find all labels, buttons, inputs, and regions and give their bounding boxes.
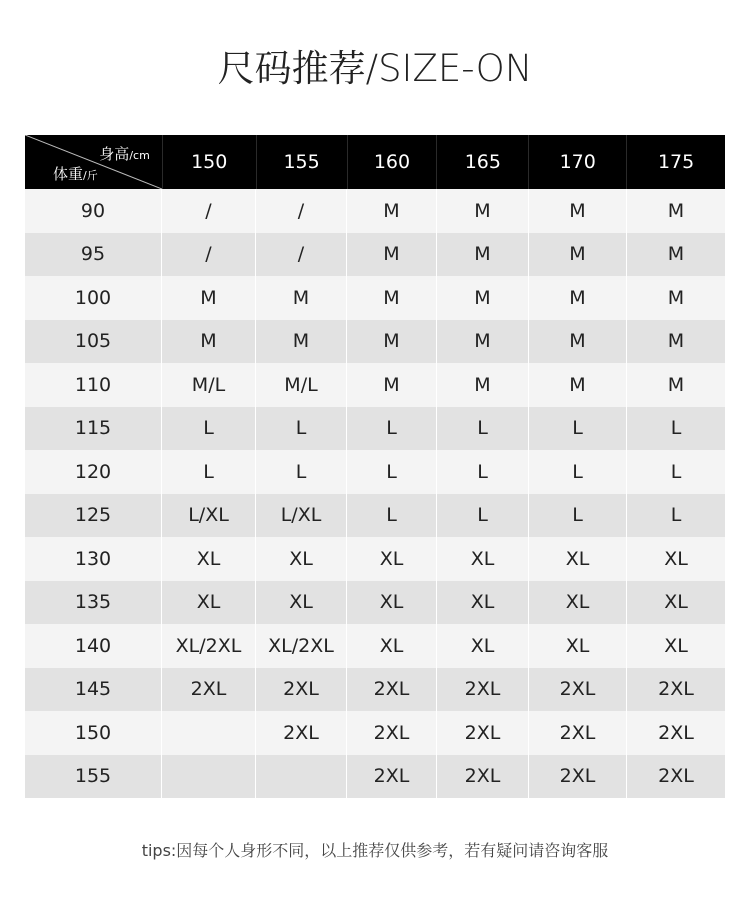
page-title: 尺码推荐/SIZE-ON [217, 47, 533, 90]
height-header-155: 155 [257, 135, 348, 189]
height-header-175: 175 [657, 151, 695, 173]
size-cell: L [529, 494, 627, 538]
size-cell: M [437, 363, 529, 407]
table-body [25, 189, 725, 798]
size-cell: / [162, 233, 256, 277]
size-cell: M [437, 189, 529, 233]
weight-cell: 130 [25, 537, 162, 581]
table-row [25, 581, 725, 625]
table-row [25, 363, 725, 407]
size-cell: L [529, 407, 627, 451]
size-cell: L [162, 407, 256, 451]
table-header-row [25, 135, 725, 189]
size-cell: L [670, 504, 682, 527]
size-cell [162, 755, 256, 799]
size-cell: M [347, 276, 437, 320]
size-cell: M [437, 233, 529, 277]
weight-cell: 155 [25, 755, 162, 799]
size-cell: 2XL [256, 668, 347, 712]
size-cell: M [162, 320, 256, 364]
size-cell: / [256, 189, 347, 233]
size-cell: M/L [162, 363, 256, 407]
size-cell: M [529, 189, 627, 233]
size-cell: L [529, 450, 627, 494]
size-cell: XL [162, 537, 256, 581]
weight-cell: 125 [25, 494, 162, 538]
weight-cell: 120 [25, 450, 162, 494]
size-cell [256, 755, 347, 799]
weight-cell: 150 [25, 711, 162, 755]
table-row [25, 711, 725, 755]
size-cell: XL [347, 581, 437, 625]
size-cell: M [667, 199, 685, 222]
size-cell: XL [347, 624, 437, 668]
size-cell: M [256, 276, 347, 320]
size-cell: 2XL [437, 668, 529, 712]
size-cell: L/XL [256, 494, 347, 538]
size-cell: L [437, 407, 529, 451]
size-cell: L [347, 407, 437, 451]
size-cell: L/XL [162, 494, 256, 538]
corner-header-cell [25, 135, 163, 189]
size-cell: 2XL [437, 711, 529, 755]
table-row [25, 624, 725, 668]
size-cell: M [347, 320, 437, 364]
size-cell: L [347, 450, 437, 494]
table-row [25, 450, 725, 494]
size-cell: 2XL [529, 668, 627, 712]
size-chart-table [25, 135, 725, 798]
weight-cell: 100 [25, 276, 162, 320]
size-cell: M [256, 320, 347, 364]
size-cell: M [437, 320, 529, 364]
size-cell: 2XL [437, 755, 529, 799]
weight-cell: 105 [25, 320, 162, 364]
size-cell: XL [256, 537, 347, 581]
size-cell: 2XL [256, 711, 347, 755]
table-row [25, 189, 725, 233]
weight-cell: 115 [25, 407, 162, 451]
size-cell: L [437, 494, 529, 538]
height-header-170: 170 [529, 135, 627, 189]
size-cell: XL [437, 624, 529, 668]
weight-cell: 135 [25, 581, 162, 625]
size-cell: 2XL [529, 711, 627, 755]
table-row [25, 407, 725, 451]
size-cell: L [347, 494, 437, 538]
size-cell: M [529, 276, 627, 320]
weight-cell: 145 [25, 668, 162, 712]
size-cell: M [347, 363, 437, 407]
table-row [25, 276, 725, 320]
size-cell: 2XL [658, 765, 694, 788]
size-cell: M [529, 363, 627, 407]
size-cell: L [256, 450, 347, 494]
size-cell: XL [529, 537, 627, 581]
size-cell: 2XL [658, 678, 694, 701]
weight-cell: 140 [25, 624, 162, 668]
table-row [25, 755, 725, 799]
size-cell: / [162, 189, 256, 233]
size-cell: XL [256, 581, 347, 625]
tips-text: tips:因每个人身形不同，以上推荐仅供参考，若有疑问请咨询客服 [141, 841, 609, 860]
height-header-160: 160 [348, 135, 438, 189]
size-cell: M [529, 320, 627, 364]
size-cell: 2XL [347, 668, 437, 712]
size-cell: 2XL [347, 711, 437, 755]
weight-cell: 95 [25, 233, 162, 277]
size-cell: L [256, 407, 347, 451]
size-cell: L [670, 460, 682, 483]
table-row [25, 494, 725, 538]
size-cell: M [667, 330, 685, 353]
size-cell: 2XL [529, 755, 627, 799]
size-cell: L [162, 450, 256, 494]
size-cell: XL [664, 634, 688, 657]
table-row [25, 668, 725, 712]
size-cell: M [529, 233, 627, 277]
weight-cell: 90 [25, 189, 162, 233]
size-cell: M [347, 189, 437, 233]
size-cell: XL/2XL [162, 624, 256, 668]
size-cell: M [347, 233, 437, 277]
size-cell: M [437, 276, 529, 320]
size-cell: M [667, 286, 685, 309]
size-cell: L [437, 450, 529, 494]
size-cell: L [670, 417, 682, 440]
weight-cell: 110 [25, 363, 162, 407]
weight-axis-label: 体重/斤 [53, 165, 98, 183]
size-cell: XL [664, 591, 688, 614]
size-cell: M [162, 276, 256, 320]
size-cell: XL [529, 581, 627, 625]
size-cell: M [667, 373, 685, 396]
size-cell: 2XL [658, 721, 694, 744]
size-cell: XL [664, 547, 688, 570]
height-header-150: 150 [163, 135, 257, 189]
table-row [25, 537, 725, 581]
size-cell: XL/2XL [256, 624, 347, 668]
size-cell: 2XL [162, 668, 256, 712]
size-cell: XL [347, 537, 437, 581]
height-header-165: 165 [437, 135, 529, 189]
table-row [25, 233, 725, 277]
height-axis-label: 身高/cm [99, 145, 150, 163]
size-cell: XL [529, 624, 627, 668]
size-cell: M/L [256, 363, 347, 407]
size-cell: 2XL [347, 755, 437, 799]
size-cell: M [667, 243, 685, 266]
size-cell: XL [437, 537, 529, 581]
size-cell: / [256, 233, 347, 277]
size-cell: XL [437, 581, 529, 625]
size-cell: XL [162, 581, 256, 625]
size-cell [162, 711, 256, 755]
table-row [25, 320, 725, 364]
